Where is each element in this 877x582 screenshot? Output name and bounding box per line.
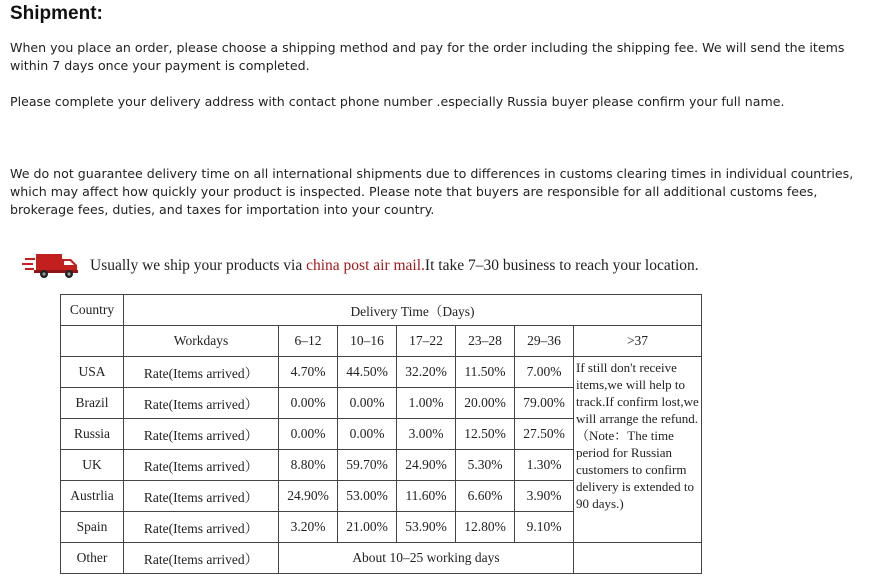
page-title: Shipment: bbox=[10, 3, 103, 24]
country-cell: Austrlia bbox=[61, 481, 124, 512]
rate-cell: 8.80% bbox=[279, 450, 338, 481]
rate-cell: 59.70% bbox=[338, 450, 397, 481]
rate-cell: 24.90% bbox=[397, 450, 456, 481]
rate-cell: 79.00% bbox=[515, 388, 574, 419]
rate-cell: 0.00% bbox=[279, 419, 338, 450]
rate-cell: 3.00% bbox=[397, 419, 456, 450]
delivery-truck-icon bbox=[22, 250, 80, 280]
rate-label-cell: Rate(Items arrived） bbox=[124, 512, 279, 543]
rate-cell: 12.80% bbox=[456, 512, 515, 543]
empty-cell bbox=[574, 543, 702, 574]
rate-cell: 0.00% bbox=[338, 419, 397, 450]
empty-cell bbox=[61, 326, 124, 357]
range-header: 6–12 bbox=[279, 326, 338, 357]
shipping-method-line bbox=[90, 257, 699, 275]
refund-note-cell: If still don't receive items,we will help to track.If confirm lost,we will arrange the refund. （Note：The time period for Russian customers to confirm delivery is extended to 90 days.) bbox=[574, 357, 702, 543]
table-row bbox=[61, 357, 702, 388]
rate-cell: 20.00% bbox=[456, 388, 515, 419]
rate-label-cell: Rate(Items arrived） bbox=[124, 543, 279, 574]
country-cell: Russia bbox=[61, 419, 124, 450]
rate-cell: 1.30% bbox=[515, 450, 574, 481]
rate-cell: 11.60% bbox=[397, 481, 456, 512]
delivery-time-table bbox=[60, 294, 702, 574]
rate-cell: 5.30% bbox=[456, 450, 515, 481]
country-header: Country bbox=[61, 295, 124, 326]
rate-cell: 44.50% bbox=[338, 357, 397, 388]
other-delivery-cell: About 10–25 working days bbox=[279, 543, 574, 574]
rate-cell: 7.00% bbox=[515, 357, 574, 388]
rate-cell: 1.00% bbox=[397, 388, 456, 419]
workdays-header: Workdays bbox=[124, 326, 279, 357]
country-cell: Brazil bbox=[61, 388, 124, 419]
rate-cell: 32.20% bbox=[397, 357, 456, 388]
rate-cell: 9.10% bbox=[515, 512, 574, 543]
delivery-time-header: Delivery Time（Days) bbox=[124, 295, 702, 326]
rate-cell: 6.60% bbox=[456, 481, 515, 512]
address-paragraph: Please complete your delivery address with contact phone number .especially Russia buyer please confirm your full name. bbox=[10, 94, 785, 109]
rate-label-cell: Rate(Items arrived） bbox=[124, 388, 279, 419]
range-header: 23–28 bbox=[456, 326, 515, 357]
rate-cell: 53.90% bbox=[397, 512, 456, 543]
country-cell: UK bbox=[61, 450, 124, 481]
range-header: >37 bbox=[574, 326, 702, 357]
rate-cell: 0.00% bbox=[279, 388, 338, 419]
rate-cell: 11.50% bbox=[456, 357, 515, 388]
range-header: 10–16 bbox=[338, 326, 397, 357]
country-cell: Other bbox=[61, 543, 124, 574]
rate-cell: 3.20% bbox=[279, 512, 338, 543]
rate-cell: 21.00% bbox=[338, 512, 397, 543]
rate-label-cell: Rate(Items arrived） bbox=[124, 450, 279, 481]
country-cell: USA bbox=[61, 357, 124, 388]
range-header: 29–36 bbox=[515, 326, 574, 357]
customs-paragraph: We do not guarantee delivery time on all international shipments due to differences in customs clearing times in individual countries, which may affect how quickly your product is inspected. Please note that buyers are responsible for all additional customs fees, brokerage fees, duties, and taxes for importation into your country. bbox=[10, 166, 854, 217]
order-paragraph: When you place an order, please choose a shipping method and pay for the order including the shipping fee. We will send the items within 7 days once your payment is completed. bbox=[10, 40, 845, 73]
rate-cell: 4.70% bbox=[279, 357, 338, 388]
table-row bbox=[61, 543, 702, 574]
shipping-suffix: It take 7–30 business to reach your location. bbox=[424, 257, 699, 274]
rate-cell: 24.90% bbox=[279, 481, 338, 512]
shipping-prefix: Usually we ship your products via bbox=[90, 257, 307, 274]
rate-cell: 12.50% bbox=[456, 419, 515, 450]
shipping-method-highlight: china post air mail. bbox=[306, 257, 425, 274]
rate-cell: 3.90% bbox=[515, 481, 574, 512]
rate-cell: 0.00% bbox=[338, 388, 397, 419]
rate-cell: 27.50% bbox=[515, 419, 574, 450]
rate-cell: 53.00% bbox=[338, 481, 397, 512]
rate-label-cell: Rate(Items arrived） bbox=[124, 481, 279, 512]
rate-label-cell: Rate(Items arrived） bbox=[124, 357, 279, 388]
rate-label-cell: Rate(Items arrived） bbox=[124, 419, 279, 450]
country-cell: Spain bbox=[61, 512, 124, 543]
range-header: 17–22 bbox=[397, 326, 456, 357]
